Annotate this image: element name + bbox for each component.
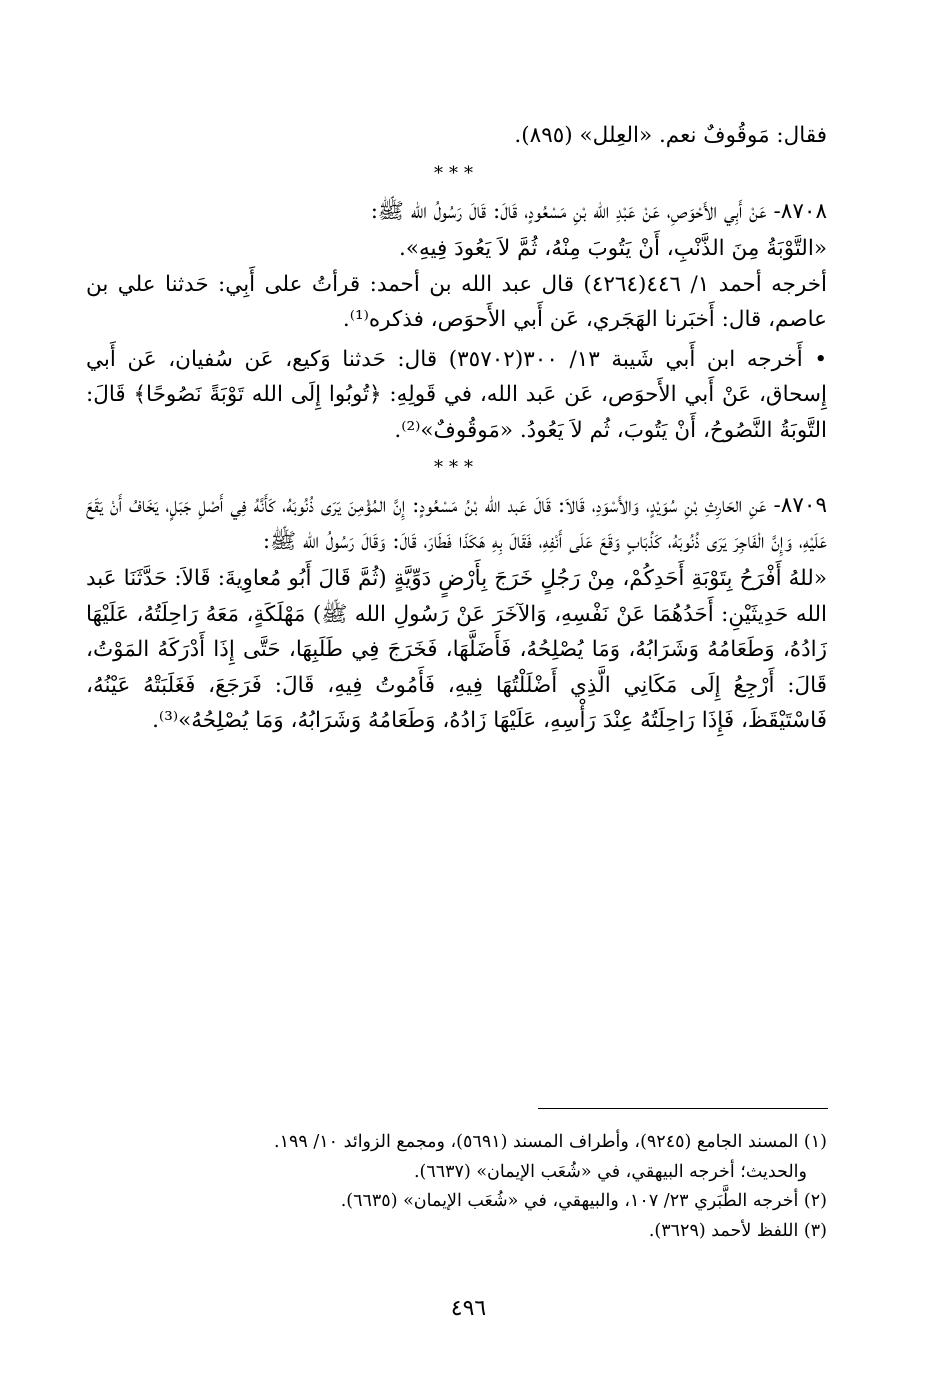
hadith-8708-text: «التَّوْبَةُ مِنَ الذَّنْبِ، أَنْ يَتُوبَ مِنْهُ، ثُمَّ لاَ يَعُودَ فِيهِ». [399, 236, 827, 261]
section-separator: *** [434, 162, 479, 184]
footnote-divider [538, 1108, 828, 1109]
section-separator: *** [434, 457, 479, 478]
takhrij-ibn-abi-shaybah: • أَخرجه ابن أَبي شَيبة ١٣/ ٣٠٠(٣٥٧٠٢) قال: حَدثنا وَكيع، عَن سُفيان، عَن أَبي إِسحاق، عَنْ أَبي الأَحوَص، عَن عَبد الله، في قَولِهِ: ﴿تُوبُوا إِلَى الله تَوْبَةً نَصُوحًا﴾ قَالَ: التَّوبَةُ النَّصُوحُ، أَنْ يَتُوبَ، ثُم لاَ يَعُودُ. «مَوقُوفٌ»⁽²⁾. [86, 346, 828, 443]
main-text [86, 118, 827, 739]
footnote-1: (١) المسند الجامع (٩٢٤٥)، وأطراف المسند (٥٦٩١)، ومجمع الزوائد ١٠/ ١٩٩. [274, 1132, 827, 1152]
footnote-1-continued: والحديث؛ أخرجه البيهقي، في «شُعَب الإيمان» (٦٦٣٧). [413, 1161, 807, 1182]
footnote-2: (٢) أخرجه الطَّبَري ٢٣/ ١٠٧، والبيهقي، في «شُعَب الإيمان» (٦٦٣٥). [340, 1191, 827, 1211]
paragraph-intro: فقال: مَوقُوفٌ نعم. «العِلل» (٨٩٥). [514, 123, 827, 148]
footnotes [150, 1128, 827, 1246]
page-number: ٤٩٦ [450, 1296, 487, 1321]
hadith-8709-heading: ٨٧٠٩- عَنِ الحَارِثِ بْنِ سُوَيْدٍ، وَالأَسْوَدِ، قَالاَ: قَالَ عَبد الله بْنُ مَسْعُودٍ: إِنَّ المُؤْمِنَ يَرَى ذُنُوبَهُ، كَأَنَّهُ فِي أَصْلِ جَبَلٍ، يَخَافُ أَنْ يَقَعَ عَلَيْهِ، وَإِنَّ الْفَاجِرَ يَرَى ذُنُوبَهُ، كَذُبَابٍ وَقَعَ عَلَى أَنْفِهِ، فَقَالَ بِهِ هَكَذَا فَطَارَ، قَالَ: وَقَالَ رَسُولُ الله ﷺ: [86, 493, 827, 554]
takhrij-ahmad: أخرجه أحمد ١/ ٤٤٦(٤٢٦٤) قال عبد الله بن أحمد: قرأتُ على أَبِي: حَدثنا علي بن عاصم، قال: أَخبَرنا الهَجَري، عَن أَبي الأَحوَص، فذكره⁽¹⁾. [86, 271, 828, 332]
hadith-8708-heading: ٨٧٠٨- عَنْ أَبِي الأَحْوَصِ، عَنْ عَبْدِ الله بْنِ مَسْعُودٍ، قَالَ: قَالَ رَسُولُ الله ﷺ: [370, 198, 827, 224]
hadith-8709-text: «للهُ أَفْرَحُ بِتَوْبَةِ أَحَدِكُمْ، مِنْ رَجُلٍ خَرَجَ بِأَرْضٍ دَوِّيَّةٍ (ثُمَّ قَالَ أَبُو مُعاوِيةَ: قَالاَ: حَدَّثَنَا عَبد الله حَدِيثَيْنِ: أَحَدُهُمَا عَنْ نَفْسِهِ، وَالآخَرَ عَنْ رَسُولِ الله ﷺ) مَهْلَكَةٍ، مَعَهُ رَاحِلَتُهُ، عَلَيْهَا زَادُهُ، وَطَعَامُهُ وَشَرَابُهُ، وَمَا يُصْلِحُهُ، فَأَضَلَّهَا، فَخَرَجَ فِي طَلَبِهَا، حَتَّى إِذَا أَدْرَكَهُ المَوْتُ، قَالَ: أَرْجِعُ إِلَى مَكَانِي الَّذِي أَضْلَلْتُهَا فِيهِ، فَأَمُوتُ فِيهِ، قَالَ: فَرَجَعَ، فَغَلَبَتْهُ عَيْنُهُ، فَاسْتَيْقَظَ، فَإِذَا رَاحِلَتُهُ عِنْدَ رَأْسِهِ، عَلَيْهَا زَادُهُ، وَطَعَامُهُ وَشَرَابُهُ، وَمَا يُصْلِحُهُ»⁽³⁾. [86, 566, 827, 733]
footnote-3: (٣) اللفظ لأحمد (٣٦٢٩). [648, 1220, 827, 1241]
